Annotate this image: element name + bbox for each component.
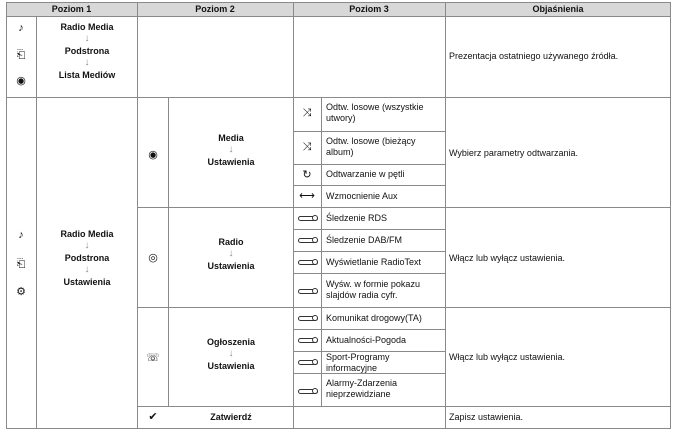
- flow-arrow-icon: ↓: [228, 144, 234, 155]
- option-news-weather: Aktualności-Pogoda: [326, 335, 407, 345]
- header-explanation: Objaśnienia: [445, 2, 671, 16]
- settings-icon: ⚙: [16, 286, 26, 298]
- toggle-rds[interactable]: [298, 216, 318, 221]
- option-shuffle-all[interactable]: Odtw. losowe (wszystkie utwory): [326, 102, 424, 123]
- flow-arrow-icon: ↓: [84, 240, 90, 251]
- level2-settings: Ustawienia: [207, 261, 255, 271]
- option-shuffle-album[interactable]: Odtw. losowe (bieżący album): [326, 136, 416, 157]
- ads-level2-flow: [169, 337, 293, 371]
- row2-level1-flow: [37, 229, 137, 287]
- media-source-icon: ♪: [18, 22, 24, 34]
- subpage-icon: ⎗: [16, 49, 26, 61]
- option-sport: Sport-Programy informacyjne: [326, 352, 390, 373]
- flow-arrow-icon: ↓: [228, 348, 234, 359]
- option-aux-boost[interactable]: Wzmocnienie Aux: [326, 191, 398, 201]
- header-level3: Poziom 3: [293, 2, 445, 16]
- toggle-slideshow[interactable]: [298, 289, 318, 294]
- radio-explanation: Włącz lub wyłącz ustawienia.: [449, 253, 566, 263]
- flow-arrow-icon: ↓: [228, 248, 234, 259]
- option-repeat[interactable]: Odtwarzanie w pętli: [326, 169, 405, 179]
- announcement-icon: ☏: [146, 352, 160, 364]
- level1-radio-media: Radio Media: [60, 22, 114, 32]
- level1-media-list: Lista Mediów: [58, 70, 116, 80]
- level2-announcements: Ogłoszenia: [206, 337, 255, 347]
- toggle-news-weather[interactable]: [298, 338, 318, 343]
- toggle-sport[interactable]: [298, 360, 318, 365]
- level2-radio: Radio: [218, 237, 244, 247]
- row1-level1-flow: [37, 22, 137, 80]
- header-level1: Poziom 1: [6, 2, 137, 16]
- level1-subpage: Podstrona: [64, 46, 110, 56]
- media-source-icon: ♪: [18, 229, 24, 241]
- level1-subpage: Podstrona: [64, 253, 110, 263]
- toggle-dab-fm[interactable]: [298, 238, 318, 243]
- level2-settings: Ustawienia: [207, 361, 255, 371]
- media-list-icon: ◉: [16, 75, 26, 87]
- row1-explanation: Prezentacja ostatniego używanego źródła.: [449, 51, 619, 61]
- confirm-explanation: Zapisz ustawienia.: [449, 412, 524, 422]
- radio-icon: ◎: [148, 252, 158, 264]
- option-dab-fm: Śledzenie DAB/FM: [326, 235, 403, 245]
- flow-arrow-icon: ↓: [84, 57, 90, 68]
- shuffle-icon: ⤨: [302, 107, 312, 119]
- aux-icon: ⟷: [299, 190, 315, 202]
- level1-settings: Ustawienia: [63, 277, 111, 287]
- radio-level2-flow: [169, 237, 293, 271]
- flow-arrow-icon: ↓: [84, 33, 90, 44]
- ads-explanation: Włącz lub wyłącz ustawienia.: [449, 352, 566, 362]
- option-rds: Śledzenie RDS: [326, 213, 388, 223]
- toggle-alarms[interactable]: [298, 389, 318, 394]
- confirm-button[interactable]: Zatwierdź: [210, 412, 252, 422]
- option-slideshow: Wyśw. w formie pokazu slajdów radia cyfr.: [326, 279, 420, 300]
- toggle-ta[interactable]: [298, 316, 318, 321]
- header-level2: Poziom 2: [137, 2, 293, 16]
- media-headset-icon: ◉: [148, 149, 158, 161]
- level2-media: Media: [218, 133, 244, 143]
- subpage-icon: ⎗: [16, 258, 26, 270]
- media-explanation: Wybierz parametry odtwarzania.: [449, 148, 578, 158]
- option-traffic: Komunikat drogowy(TA): [326, 313, 422, 323]
- level2-settings: Ustawienia: [207, 157, 255, 167]
- level1-radio-media: Radio Media: [60, 229, 114, 239]
- media-level2-flow: [169, 133, 293, 167]
- checkmark-icon[interactable]: ✔: [148, 411, 158, 423]
- flow-arrow-icon: ↓: [84, 264, 90, 275]
- option-radiotext: Wyświetlanie RadioText: [326, 257, 421, 267]
- option-alarms: Alarmy-Zdarzenia nieprzewidziane: [326, 378, 398, 399]
- repeat-icon: ↻: [302, 169, 312, 181]
- shuffle-icon: ⤨: [302, 141, 312, 153]
- toggle-radiotext[interactable]: [298, 260, 318, 265]
